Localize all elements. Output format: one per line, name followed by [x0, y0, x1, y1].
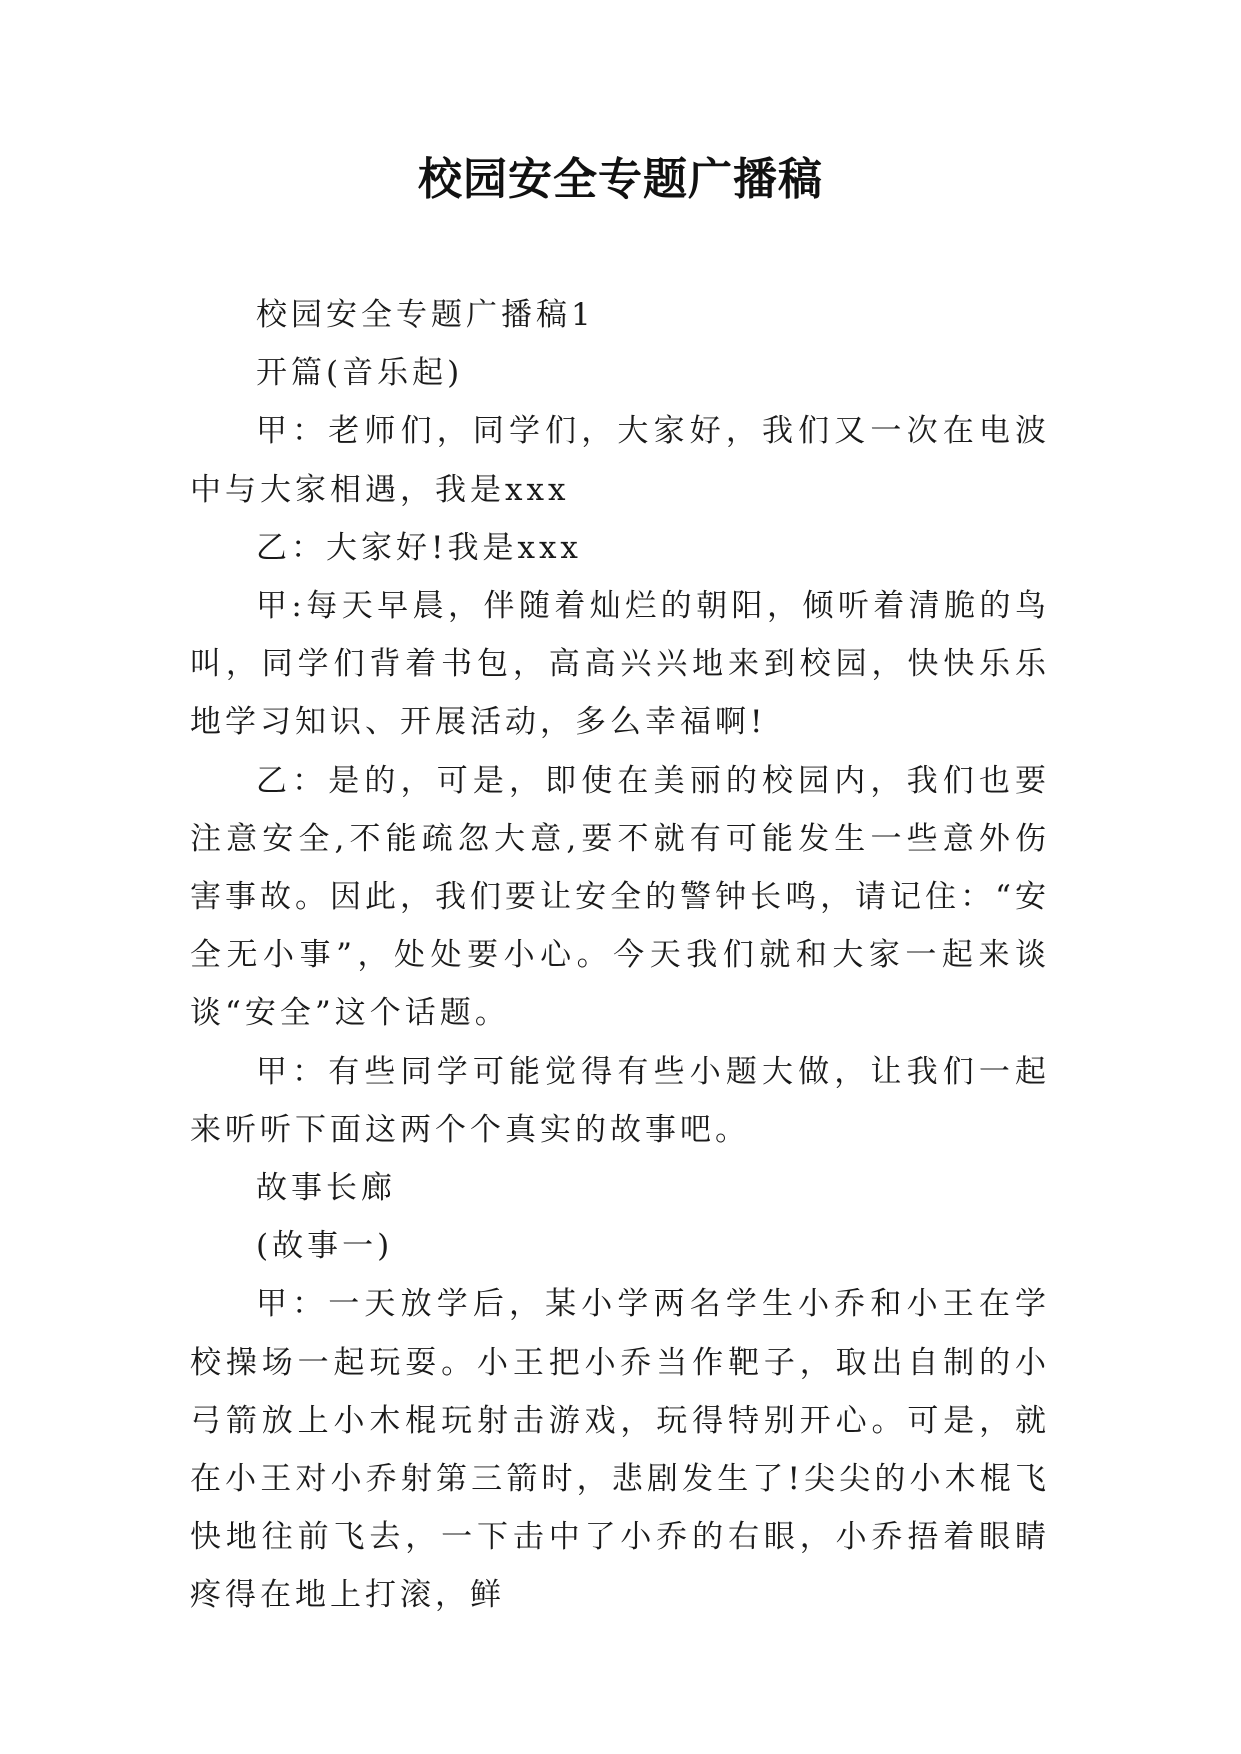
paragraph: 甲:每天早晨，伴随着灿烂的朝阳，倾听着清脆的鸟叫，同学们背着书包，高高兴兴地来到校园，快快乐乐地学习知识、开展活动，多么幸福啊!	[190, 588, 1050, 741]
paragraph: 甲：有些同学可能觉得有些小题大做，让我们一起来听听下面这两个个真实的故事吧。	[190, 1053, 1050, 1148]
paragraph: (故事一)	[256, 1228, 394, 1265]
paragraph: 开篇(音乐起)	[256, 355, 464, 392]
paragraph: 故事长廊	[256, 1170, 396, 1207]
document-body	[190, 286, 1050, 1625]
paragraph: 甲：一天放学后，某小学两名学生小乔和小王在学校操场一起玩耍。小王把小乔当作靶子，取出自制的小弓箭放上小木棍玩射击游戏，玩得特别开心。可是，就在小王对小乔射第三箭时，悲剧发生了!尖尖的小木棍飞快地往前飞去，一下击中了小乔的右眼，小乔捂着眼睛疼得在地上打滚，鲜	[190, 1286, 1050, 1614]
paragraph: 甲：老师们，同学们，大家好，我们又一次在电波中与大家相遇，我是xxx	[190, 413, 1050, 508]
paragraph: 乙：是的，可是，即使在美丽的校园内，我们也要注意安全,不能疏忽大意,要不就有可能发生一些意外伤害事故。因此，我们要让安全的警钟长鸣，请记住：“安全无小事”，处处要小心。今天我们就和大家一起来谈谈“安全”这个话题。	[190, 762, 1050, 1032]
document-title: 校园安全专题广播稿	[418, 154, 823, 205]
paragraph: 校园安全专题广播稿1	[256, 297, 595, 333]
paragraph: 乙：大家好!我是xxx	[256, 529, 582, 566]
